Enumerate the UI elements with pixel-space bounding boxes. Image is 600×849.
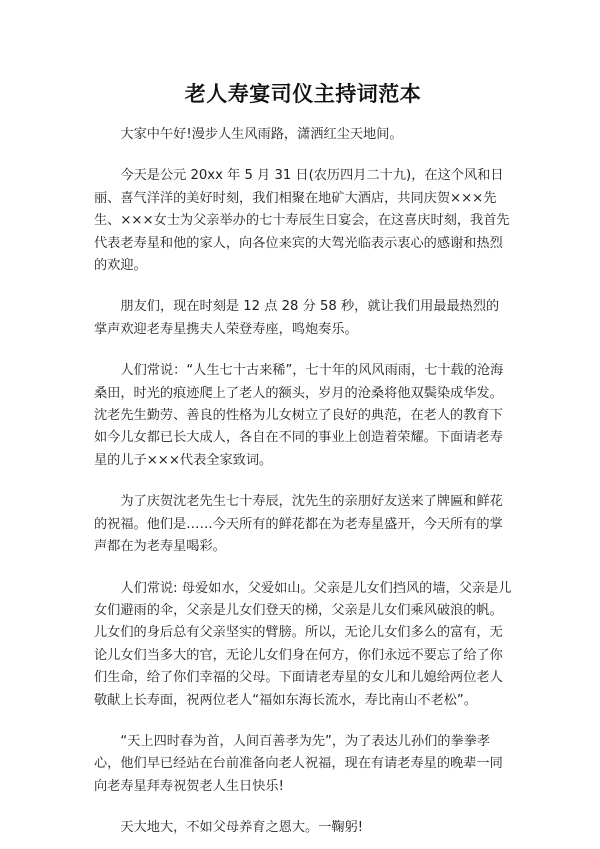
- paragraph-filial-piety: “天上四时春为首，人间百善孝为先”，为了表达儿孙们的拳拳孝心，他们早已经站在台前准备向老人祝福，现在有请老寿星的晚辈一同向老寿星拜寿祝贺老人生日快乐!: [94, 733, 503, 794]
- paragraph-welcome-seat: 朋友们，现在时刻是 12 点 28 分 58 秒，就让我们用最最热烈的掌声欢迎老寿星携夫人荣登寿座，鸣炮奏乐。: [94, 299, 500, 337]
- paragraph-flowers: 为了庆贺沈老先生七十寿辰，沈先生的亲朋好友送来了牌匾和鲜花的祝福。他们是……今天所有的鲜花都在为老寿星盛开，今天所有的掌声都在为老寿星喝彩。: [94, 494, 503, 555]
- document-title: 老人寿宴司仪主持词范本: [184, 82, 422, 106]
- paragraph-bow: 天大地大，不如父母养育之恩大。一鞠躬!: [120, 820, 364, 836]
- paragraph-opening: 今天是公元 20xx 年 5 月 31 日(农历四月二十九)，在这个风和日丽、喜气洋洋的美好时刻，我们相聚在地矿大酒店，共同庆贺×××先生、×××女士为父亲举办的七十寿辰生日宴会，在这喜庆时刻，我首先代表老寿星和他的家人，向各位来宾的大驾光临表示衷心的感谢和热烈的欢迎。: [94, 168, 510, 274]
- paragraph-seventy-years: 人们常说：“人生七十古来稀”，七十年的风风雨雨，七十载的沧海桑田，时光的痕迹爬上了老人的额头，岁月的沧桑将他双鬓染成华发。沈老先生勤劳、善良的性格为儿女树立了良好的典范，在老人的教育下如今儿女都已长大成人，各自在不同的事业上创造着荣耀。下面请老寿星的儿子×××代表全家致词。: [94, 363, 504, 468]
- paragraph-greeting: 大家中午好!漫步人生风雨路，潇洒红尘天地间。: [120, 127, 403, 142]
- paragraph-father-love: 人们常说: 母爱如水，父爱如山。父亲是儿女们挡风的墙，父亲是儿女们避雨的伞，父亲是儿女们登天的梯，父亲是儿女们乘风破浪的帆。儿女们的身后总有父亲坚实的臂膀。所以，无论儿女们多么的富有，无论儿女们当多大的官，无论儿女们身在何方，你们永远不要忘了给了你们生命，给了你们幸福的父母。下面请老寿星的女儿和儿媳给两位老人敬献上长寿面，祝两位老人“福如东海长流水，寿比南山不老松”。: [94, 580, 512, 708]
